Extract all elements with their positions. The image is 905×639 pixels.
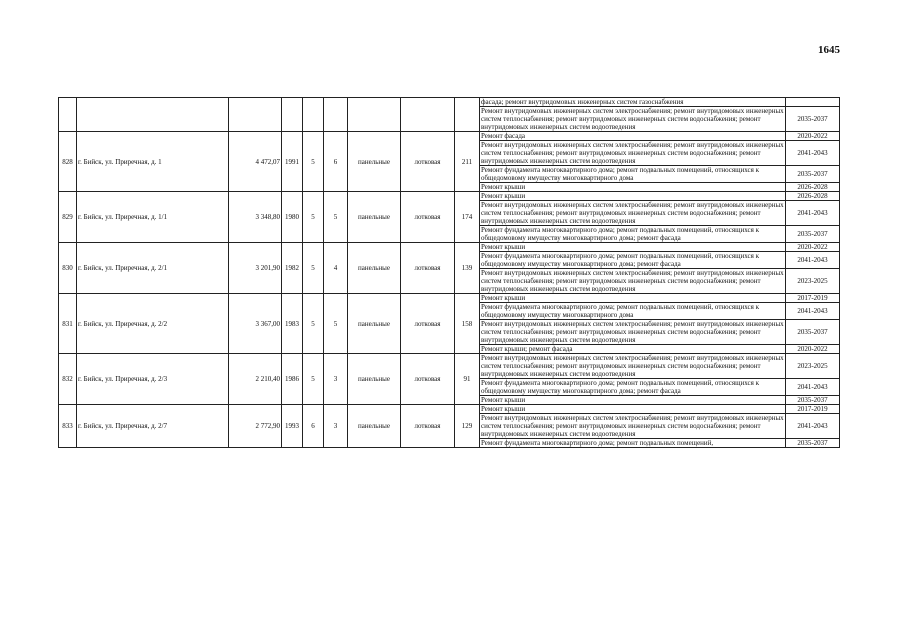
cell-address: г. Бийск, ул. Приречная, д. 2/7 <box>77 405 229 448</box>
cell-year <box>282 98 303 132</box>
cell-work: Ремонт внутридомовых инженерных систем электроснабжения; ремонт внутридомовых инженерных систем теплоснабжения; ремонт внутридомовых инженерных систем водоснабжения; ремонт внутридомовых инженерных систем водоотведения <box>481 269 784 293</box>
table-row <box>59 354 840 379</box>
cell-period: 2035-2037 <box>786 320 840 345</box>
cell-residents: 174 <box>455 192 480 243</box>
cell-work: Ремонт внутридомовых инженерных систем электроснабжения; ремонт внутридомовых инженерных систем теплоснабжения; ремонт внутридомовых инженерных систем водоснабжения; ремонт внутридомовых инженерных систем водоотведения <box>481 201 784 225</box>
table-row <box>59 294 840 303</box>
cell-work: Ремонт внутридомовых инженерных систем электроснабжения; ремонт внутридомовых инженерных систем теплоснабжения; ремонт внутридомовых инженерных систем водоснабжения; ремонт внутридомовых инженерных систем водоотведения <box>481 354 784 378</box>
cell-walls: панельные <box>348 243 401 294</box>
cell-walls: панельные <box>348 132 401 192</box>
table-row <box>59 243 840 252</box>
cell-period: 2035-2037 <box>786 107 840 132</box>
cell-num: 831 <box>59 294 77 354</box>
cell-floors: 5 <box>303 132 324 192</box>
cell-area: 2 772,90 <box>229 405 282 448</box>
cell-period: 2017-2019 <box>786 294 840 303</box>
cell-period: 2017-2019 <box>786 405 840 414</box>
cell-work: фасада; ремонт внутридомовых инженерных систем газоснабжения <box>480 98 786 107</box>
cell-period: 2041-2043 <box>786 303 840 320</box>
cell-work: Ремонт внутридомовых инженерных систем электроснабжения; ремонт внутридомовых инженерных систем теплоснабжения; ремонт внутридомовых инженерных систем водоснабжения; ремонт внутридомовых инженерных систем водоотведения <box>481 414 784 438</box>
table-row <box>59 405 840 414</box>
cell-period: 2041-2043 <box>786 141 840 166</box>
cell-area: 2 210,40 <box>229 354 282 405</box>
cell-work: Ремонт фундамента многоквартирного дома; ремонт подвальных помещений, <box>480 439 786 448</box>
cell-year: 1980 <box>282 192 303 243</box>
continuation-row <box>59 98 840 107</box>
cell-roof: лотковая <box>401 405 455 448</box>
cell-work: Ремонт фасада <box>480 132 786 141</box>
cell-num: 830 <box>59 243 77 294</box>
cell-address: г. Бийск, ул. Приречная, д. 1 <box>77 132 229 192</box>
cell-floors <box>303 98 324 132</box>
cell-work: Ремонт фундамента многоквартирного дома; ремонт подвальных помещений, относящихся к общедомовому имуществу многоквартирного дома <box>480 303 786 320</box>
cell-area: 3 348,80 <box>229 192 282 243</box>
cell-year: 1993 <box>282 405 303 448</box>
cell-address: г. Бийск, ул. Приречная, д. 2/1 <box>77 243 229 294</box>
cell-period: 2041-2043 <box>786 414 840 439</box>
cell-year: 1982 <box>282 243 303 294</box>
cell-period <box>786 98 840 107</box>
cell-residents <box>455 98 480 132</box>
cell-entrances: 4 <box>324 243 348 294</box>
cell-period: 2026-2028 <box>786 192 840 201</box>
cell-period: 2020-2022 <box>786 132 840 141</box>
cell-num <box>59 98 77 132</box>
cell-address: г. Бийск, ул. Приречная, д. 2/3 <box>77 354 229 405</box>
cell-work: Ремонт внутридомовых инженерных систем электроснабжения; ремонт внутридомовых инженерных систем теплоснабжения; ремонт внутридомовых инженерных систем водоснабжения; ремонт внутридомовых инженерных систем водоотведения <box>481 320 784 344</box>
cell-work: Ремонт крыши <box>480 192 786 201</box>
cell-period: 2023-2025 <box>786 269 840 294</box>
cell-entrances <box>324 98 348 132</box>
cell-work: Ремонт фундамента многоквартирного дома; ремонт подвальных помещений, относящихся к общедомовому имуществу многоквартирного дома; ремонт фасада <box>480 379 786 396</box>
cell-period: 2026-2028 <box>786 183 840 192</box>
cell-work: Ремонт крыши <box>480 396 786 405</box>
cell-period: 2035-2037 <box>786 166 840 183</box>
cell-work: Ремонт крыши <box>480 243 786 252</box>
cell-floors: 5 <box>303 192 324 243</box>
cell-work: Ремонт фундамента многоквартирного дома; ремонт подвальных помещений, относящихся к общедомовому имуществу многоквартирного дома; ремонт фасада <box>480 252 786 269</box>
page-number: 1645 <box>818 44 840 56</box>
cell-num: 833 <box>59 405 77 448</box>
cell-floors: 5 <box>303 294 324 354</box>
table-row <box>59 192 840 201</box>
cell-period: 2023-2025 <box>786 354 840 379</box>
cell-year: 1991 <box>282 132 303 192</box>
cell-period: 2035-2037 <box>786 226 840 243</box>
cell-walls <box>348 98 401 132</box>
cell-roof: лотковая <box>401 192 455 243</box>
cell-area <box>229 98 282 132</box>
cell-address: г. Бийск, ул. Приречная, д. 2/2 <box>77 294 229 354</box>
cell-period: 2035-2037 <box>786 439 840 448</box>
table-row <box>59 132 840 141</box>
cell-floors: 5 <box>303 354 324 405</box>
cell-roof: лотковая <box>401 243 455 294</box>
cell-residents: 211 <box>455 132 480 192</box>
cell-roof: лотковая <box>401 132 455 192</box>
cell-work: Ремонт крыши <box>480 183 786 192</box>
cell-address: г. Бийск, ул. Приречная, д. 1/1 <box>77 192 229 243</box>
cell-entrances: 5 <box>324 192 348 243</box>
cell-work: Ремонт внутридомовых инженерных систем электроснабжения; ремонт внутридомовых инженерных систем теплоснабжения; ремонт внутридомовых инженерных систем водоснабжения; ремонт внутридомовых инженерных систем водоотведения <box>481 107 784 131</box>
cell-walls: панельные <box>348 294 401 354</box>
cell-walls: панельные <box>348 405 401 448</box>
cell-work: Ремонт фундамента многоквартирного дома; ремонт подвальных помещений, относящихся к общедомовому имуществу многоквартирного дома <box>480 166 786 183</box>
cell-period: 2041-2043 <box>786 379 840 396</box>
cell-num: 828 <box>59 132 77 192</box>
cell-walls: панельные <box>348 192 401 243</box>
housing-register-table <box>58 97 840 448</box>
cell-entrances: 3 <box>324 405 348 448</box>
cell-num: 832 <box>59 354 77 405</box>
cell-area: 3 201,90 <box>229 243 282 294</box>
cell-floors: 6 <box>303 405 324 448</box>
table-body <box>59 98 840 448</box>
cell-work: Ремонт внутридомовых инженерных систем электроснабжения; ремонт внутридомовых инженерных систем теплоснабжения; ремонт внутридомовых инженерных систем водоснабжения; ремонт внутридомовых инженерных систем водоотведения <box>481 141 784 165</box>
cell-residents: 158 <box>455 294 480 354</box>
cell-address <box>77 98 229 132</box>
cell-period: 2020-2022 <box>786 243 840 252</box>
cell-roof <box>401 98 455 132</box>
cell-work: Ремонт крыши; ремонт фасада <box>480 345 786 354</box>
cell-area: 3 367,00 <box>229 294 282 354</box>
cell-num: 829 <box>59 192 77 243</box>
cell-roof: лотковая <box>401 294 455 354</box>
cell-floors: 5 <box>303 243 324 294</box>
cell-work: Ремонт крыши <box>480 294 786 303</box>
cell-period: 2020-2022 <box>786 345 840 354</box>
cell-work: Ремонт крыши <box>480 405 786 414</box>
cell-walls: панельные <box>348 354 401 405</box>
cell-entrances: 6 <box>324 132 348 192</box>
cell-area: 4 472,07 <box>229 132 282 192</box>
cell-work: Ремонт фундамента многоквартирного дома; ремонт подвальных помещений, относящихся к общедомовому имуществу многоквартирного дома; ремонт фасада <box>480 226 786 243</box>
cell-entrances: 3 <box>324 354 348 405</box>
cell-residents: 139 <box>455 243 480 294</box>
cell-year: 1983 <box>282 294 303 354</box>
cell-period: 2035-2037 <box>786 396 840 405</box>
cell-year: 1986 <box>282 354 303 405</box>
cell-residents: 91 <box>455 354 480 405</box>
cell-period: 2041-2043 <box>786 252 840 269</box>
cell-roof: лотковая <box>401 354 455 405</box>
cell-period: 2041-2043 <box>786 201 840 226</box>
cell-entrances: 5 <box>324 294 348 354</box>
cell-residents: 129 <box>455 405 480 448</box>
